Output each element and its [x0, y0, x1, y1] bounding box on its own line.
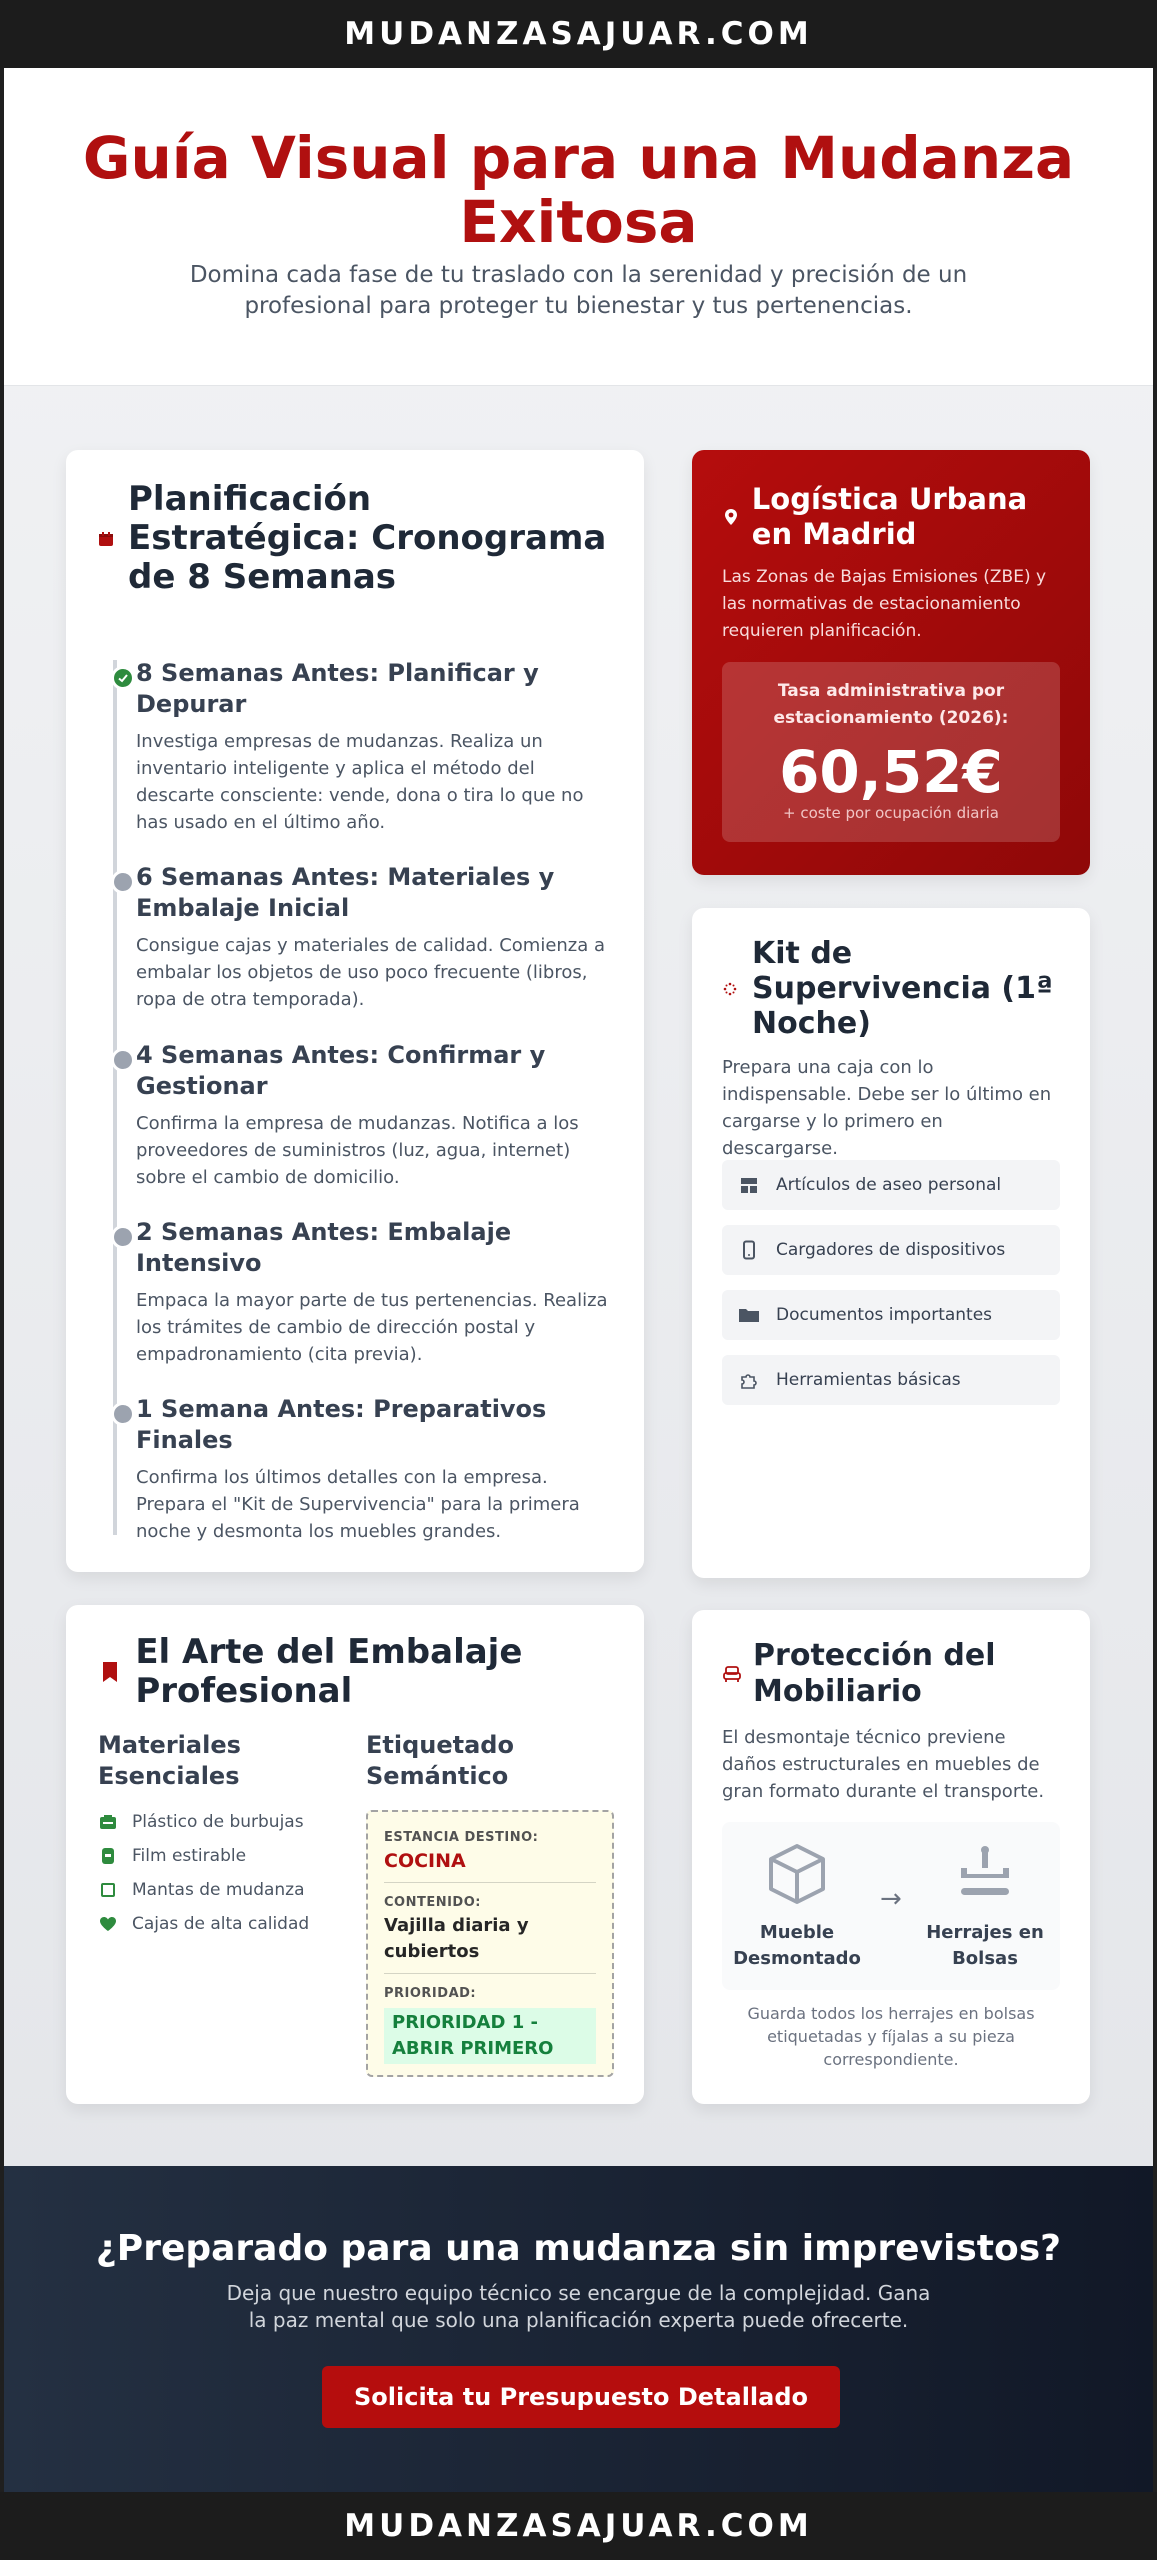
- label-room-key: ESTANCIA DESTINO:: [384, 1830, 539, 1845]
- label-priority-key: PRIORIDAD:: [384, 1986, 477, 2001]
- label-room-value: COCINA: [384, 1850, 466, 1872]
- cube-icon: [767, 1891, 827, 1910]
- kit-description: Prepara una caja con lo indispensable. Debe ser lo último en cargarse y lo primero en descargarse.: [722, 1057, 1052, 1159]
- page-title: Guía Visual para una Mudanza Exitosa: [82, 124, 1075, 256]
- list-item: [98, 1805, 338, 1839]
- map-pin-icon: [722, 508, 740, 526]
- list-item: [98, 1839, 338, 1873]
- packing-card: [66, 1605, 644, 2104]
- semantic-label-example: [366, 1810, 614, 2077]
- timeline-dot: [111, 1225, 135, 1249]
- hardware-bag-icon: [955, 1891, 1015, 1910]
- list-item: [98, 1873, 338, 1907]
- kit-item-label: Artículos de aseo personal: [776, 1175, 1002, 1195]
- label-content-key: CONTENIDO:: [384, 1895, 481, 1910]
- hero-section: [4, 68, 1153, 386]
- arrow-right-icon: →: [880, 1884, 902, 1914]
- timeline-step-4-weeks: [136, 1040, 612, 1191]
- hardware-in-bags: [920, 1842, 1050, 1972]
- box-heart-icon: [98, 1914, 118, 1934]
- list-item: [98, 1907, 338, 1941]
- hardware-label: Herrajes en Bolsas: [926, 1922, 1044, 1969]
- timeline-dot: [111, 1048, 135, 1072]
- furniture-protection-card: [692, 1610, 1090, 2104]
- fee-label: Tasa administrativa por estacionamiento (2026):: [773, 681, 1009, 728]
- step-text: Confirma la empresa de mudanzas. Notifica a los proveedores de suministros (luz, agua, internet) sobre el cambio de domicilio.: [136, 1113, 579, 1188]
- label-priority-section: [384, 1984, 596, 2072]
- step-text: Investiga empresas de mudanzas. Realiza un inventario inteligente y aplica el método del descarte consciente: vende, dona o tira lo que no has usado en el último año.: [136, 731, 584, 833]
- materials-list: [98, 1805, 338, 1941]
- material-label: Mantas de mudanza: [132, 1880, 305, 1900]
- logistics-description: Las Zonas de Bajas Emisiones (ZBE) y las normativas de estacionamiento requieren planificación.: [722, 567, 1047, 641]
- protection-title: Protección del Mobiliario: [753, 1638, 996, 1709]
- protection-note: Guarda todos los herrajes en bolsas etiquetadas y fíjalas a su pieza correspondiente.: [747, 2004, 1035, 2069]
- step-title: 6 Semanas Antes: Materiales y Embalaje Inicial: [136, 863, 555, 922]
- step-title: 4 Semanas Antes: Confirmar y Gestionar: [136, 1041, 546, 1100]
- label-room-section: [384, 1828, 596, 1883]
- bookmark-icon: [98, 1661, 121, 1683]
- packing-title: El Arte del Embalaje Profesional: [135, 1632, 523, 1711]
- material-label: Cajas de alta calidad: [132, 1914, 310, 1934]
- cta-text: Deja que nuestro equipo técnico se encargue de la complejidad. Gana la paz mental que solo una planificación experta puede ofrecerte.: [226, 2281, 931, 2332]
- label-content-value: Vajilla diaria y cubiertos: [384, 1915, 529, 1962]
- planning-title: Planificación Estratégica: Cronograma de 8 Semanas: [128, 479, 607, 597]
- label-priority-badge: PRIORIDAD 1 - ABRIR PRIMERO: [384, 2008, 596, 2064]
- calendar-icon: [98, 524, 114, 554]
- list-item: [722, 1225, 1060, 1275]
- hero-subtitle: Domina cada fase de tu traslado con la serenidad y precisión de un profesional para proteger tu bienestar y tus pertenencias.: [189, 262, 968, 319]
- survival-kit-card: [692, 908, 1090, 1578]
- list-item: [722, 1355, 1060, 1405]
- timeline-step-6-weeks: [136, 862, 612, 1013]
- film-roll-icon: [98, 1846, 118, 1866]
- timeline-dot: [111, 870, 135, 894]
- planning-card: [66, 450, 644, 1572]
- fee-note: + coste por ocupación diaria: [782, 804, 999, 822]
- toiletries-icon: [736, 1172, 762, 1198]
- document-folder-icon: [736, 1302, 762, 1328]
- timeline-step-2-weeks: [136, 1217, 612, 1368]
- protection-description: El desmontaje técnico previene daños estructurales en muebles de gran formato durante el transporte.: [722, 1727, 1045, 1802]
- material-label: Plástico de burbujas: [132, 1812, 304, 1832]
- puzzle-tools-icon: [736, 1367, 762, 1393]
- fee-box: [722, 662, 1060, 842]
- blanket-icon: [98, 1880, 118, 1900]
- logistics-card: [692, 450, 1090, 875]
- labeling-title: Etiquetado Semántico: [366, 1731, 514, 1790]
- kit-item-label: Herramientas básicas: [776, 1370, 961, 1390]
- check-circle-icon: [111, 666, 135, 690]
- top-brand-bar[interactable]: MUDANZASAJUAR.COM: [0, 0, 1157, 68]
- step-title: 1 Semana Antes: Preparativos Finales: [136, 1395, 547, 1454]
- list-item: [722, 1290, 1060, 1340]
- disassembled-label: Mueble Desmontado: [733, 1922, 861, 1969]
- list-item: [722, 1160, 1060, 1210]
- step-text: Consigue cajas y materiales de calidad. Comienza a embalar los objetos de uso poco frecuente (libros, ropa de otra temporada).: [136, 935, 606, 1010]
- step-text: Empaca la mayor parte de tus pertenencias. Realiza los trámites de cambio de dirección postal y empadronamiento (cita previa).: [136, 1290, 608, 1365]
- timeline-dot: [111, 1402, 135, 1426]
- label-content-section: [384, 1893, 596, 1974]
- step-title: 8 Semanas Antes: Planificar y Depurar: [136, 659, 539, 718]
- kit-title: Kit de Supervivencia (1ª Noche): [752, 936, 1053, 1041]
- timeline-step-1-week: [136, 1394, 612, 1545]
- material-label: Film estirable: [132, 1846, 247, 1866]
- step-text: Confirma los últimos detalles con la empresa. Prepara el "Kit de Supervivencia" para la primera noche y desmonta los muebles grandes.: [136, 1467, 580, 1542]
- kit-item-label: Documentos importantes: [776, 1305, 993, 1325]
- step-title: 2 Semanas Antes: Embalaje Intensivo: [136, 1218, 512, 1277]
- timeline-step-8-weeks: [136, 658, 612, 836]
- disassembled-furniture: [732, 1842, 862, 1972]
- phone-icon: [736, 1237, 762, 1263]
- disassembly-diagram: [722, 1822, 1060, 1990]
- logistics-title: Logística Urbana en Madrid: [751, 482, 1028, 551]
- sofa-icon: [722, 1665, 741, 1683]
- materials-title: Materiales Esenciales: [98, 1731, 241, 1790]
- sparkle-icon: [722, 981, 738, 997]
- kit-list: [722, 1160, 1060, 1420]
- bubble-wrap-icon: [98, 1812, 118, 1832]
- bottom-brand-bar[interactable]: MUDANZASAJUAR.COM: [0, 2492, 1157, 2560]
- cta-section: [4, 2166, 1153, 2492]
- fee-value: 60,52€: [779, 738, 1003, 806]
- cta-title: ¿Preparado para una mudanza sin imprevistos?: [95, 2228, 1062, 2269]
- kit-item-label: Cargadores de dispositivos: [776, 1240, 1006, 1260]
- request-quote-button[interactable]: Solicita tu Presupuesto Detallado: [322, 2366, 840, 2428]
